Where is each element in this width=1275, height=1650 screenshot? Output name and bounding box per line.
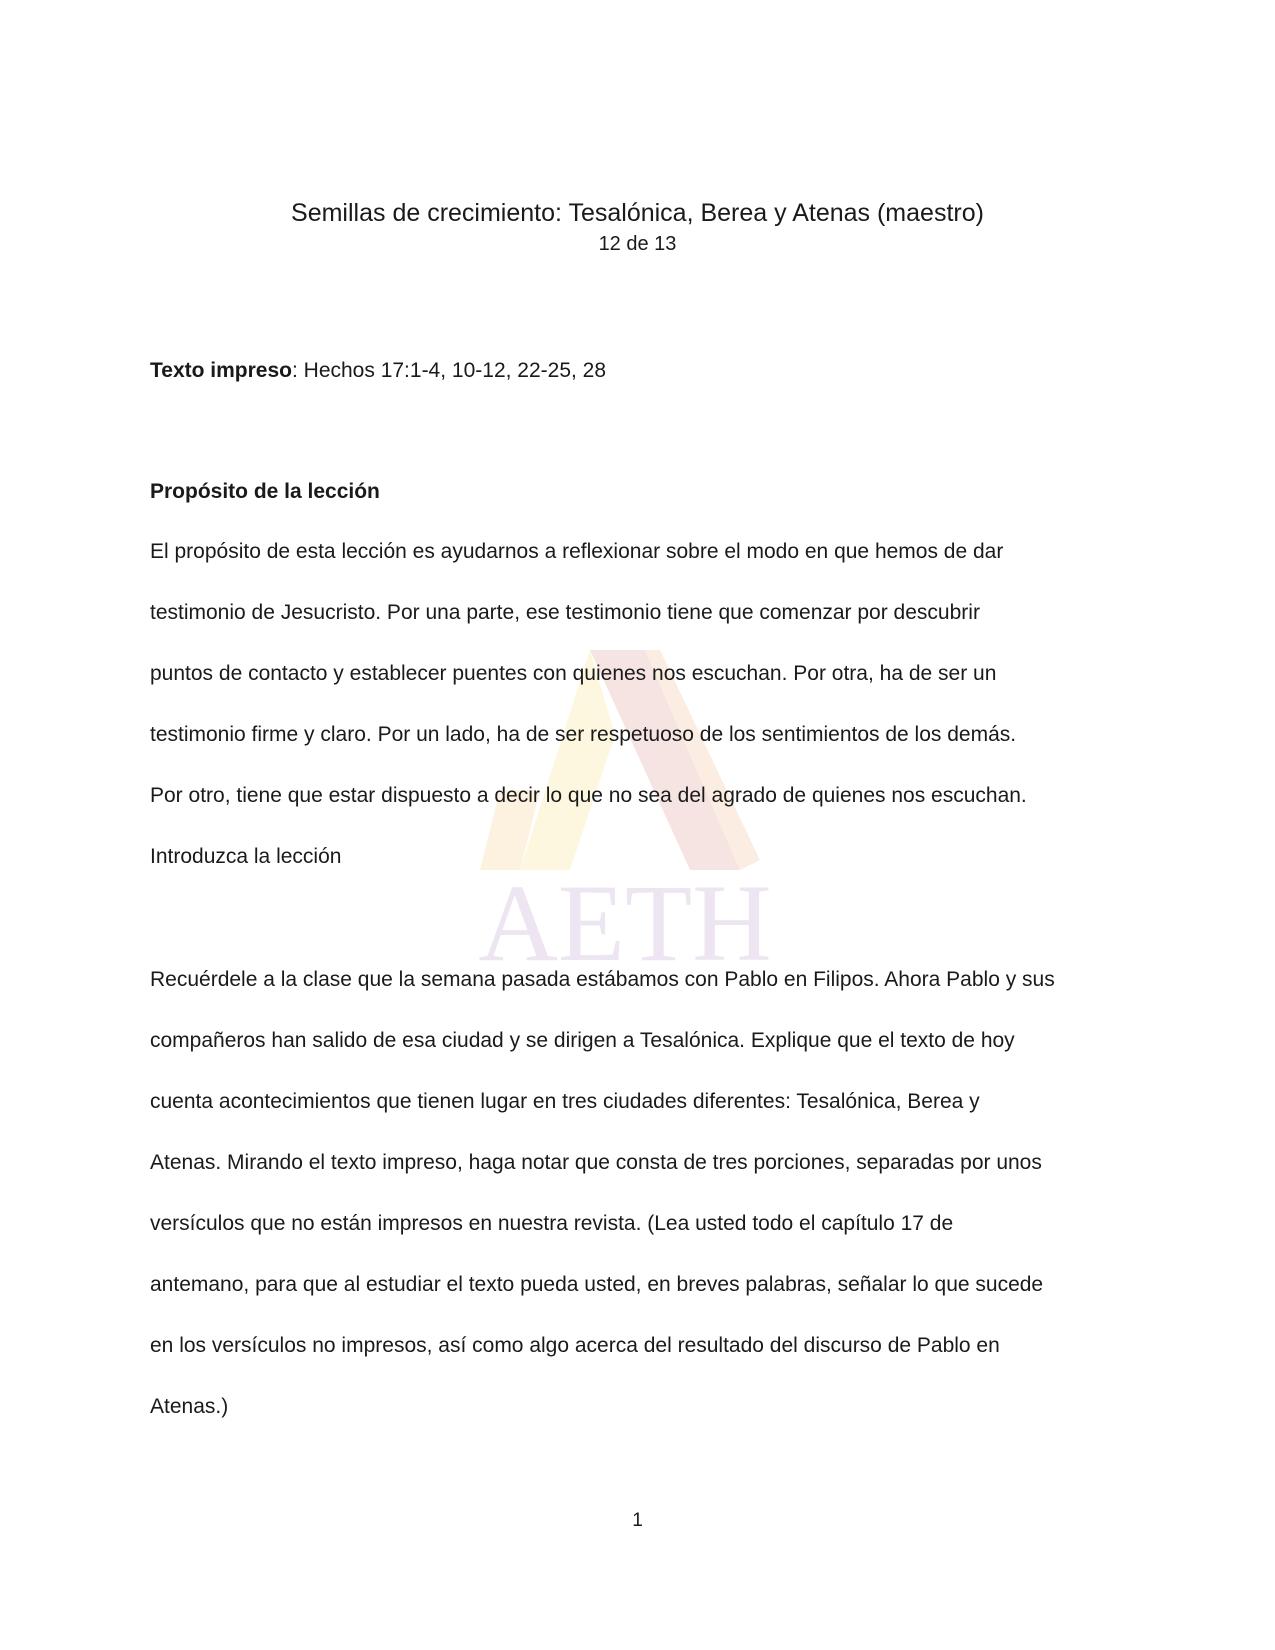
paragraph-line: testimonio firme y claro. Por un lado, ha de ser respetuoso de los sentimientos de los demás. [150, 723, 1017, 746]
paragraph-line: Atenas. Mirando el texto impreso, haga notar que consta de tres porciones, separadas por unos [150, 1151, 1042, 1174]
printed-text-value: Hechos 17:1-4, 10-12, 22-25, 28 [303, 359, 607, 382]
paragraph-line: Por otro, tiene que estar dispuesto a decir lo que no sea del agrado de quienes nos escuchan. [150, 784, 1027, 807]
intro-paragraph [150, 965, 1130, 1453]
paragraph-line: antemano, para que al estudiar el texto pueda usted, en breves palabras, señalar lo que sucede [150, 1273, 1044, 1296]
document-header [0, 196, 1275, 258]
svg-text:AETH: AETH [478, 862, 772, 984]
page-number: 1 [632, 1510, 643, 1531]
paragraph-line: compañeros han salido de esa ciudad y se dirigen a Tesalónica. Explique que el texto de hoy [150, 1029, 1015, 1052]
document-title: Semillas de crecimiento: Tesalónica, Berea y Atenas (maestro) [291, 199, 984, 227]
paragraph-line: Introduzca la lección [150, 845, 342, 868]
paragraph-line: Atenas.) [150, 1395, 229, 1418]
paragraph-line: testimonio de Jesucristo. Por una parte, ese testimonio tiene que comenzar por descubrir [150, 601, 980, 624]
printed-text-label: Texto impreso [150, 359, 292, 382]
document-subtitle: 12 de 13 [598, 233, 677, 255]
purpose-paragraph [150, 537, 1130, 903]
paragraph-line: versículos que no están impresos en nuestra revista. (Lea usted todo el capítulo 17 de [150, 1212, 954, 1235]
paragraph-line: cuenta acontecimientos que tienen lugar en tres ciudades diferentes: Tesalónica, Berea y [150, 1090, 980, 1113]
paragraph-line: puntos de contacto y establecer puentes con quienes nos escuchan. Por otra, ha de ser un [150, 662, 997, 685]
paragraph-line: Recuérdele a la clase que la semana pasada estábamos con Pablo en Filipos. Ahora Pablo y sus [150, 968, 1055, 991]
paragraph-line: El propósito de esta lección es ayudarnos a reflexionar sobre el modo en que hemos de dar [150, 540, 1004, 563]
printed-text-separator: : [291, 359, 304, 382]
paragraph-line: en los versículos no impresos, así como algo acerca del resultado del discurso de Pablo en [150, 1334, 1000, 1357]
printed-text-reference [150, 356, 606, 386]
purpose-heading: Propósito de la lección [150, 480, 380, 503]
